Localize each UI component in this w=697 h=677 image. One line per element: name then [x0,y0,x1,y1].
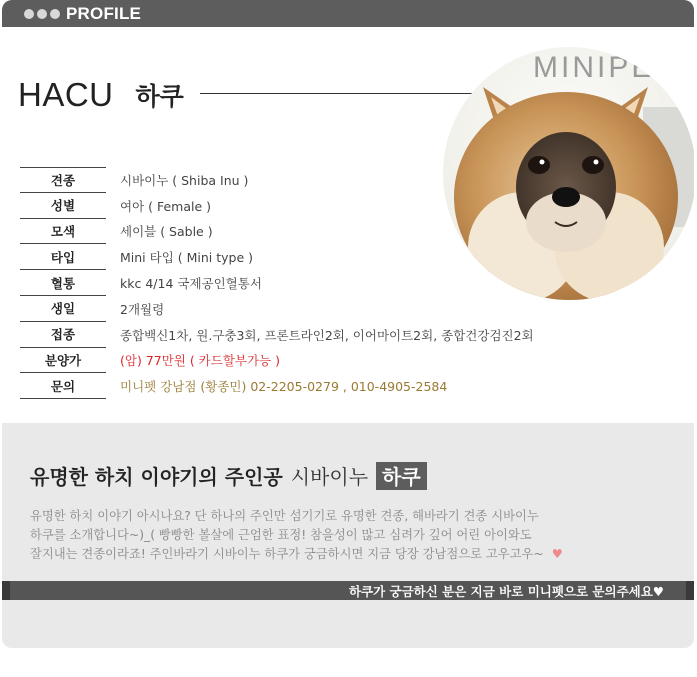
info-label: 생일 [20,296,106,322]
dot-icon [24,9,34,19]
profile-card [2,0,694,648]
info-value: Mini 타입 ( Mini type ) [120,250,254,266]
price-value: (암) 77만원 ( 카드할부가능 ) [120,353,280,369]
dog-name [18,76,184,114]
info-row-sex [20,193,620,219]
dot-icon [37,9,47,19]
info-row-vaccination [20,322,620,348]
story-line: 하쿠를 소개합니다~)_( 빵빵한 볼살에 근엄한 표정! 참을성이 많고 심려가 깊어 어린 아이와도 [30,528,532,542]
info-value: kkc 4/14 국제공인혈통서 [120,276,262,292]
info-row-pedigree [20,270,620,296]
info-value: 시바이누 ( Shiba Inu ) [120,172,249,188]
info-value: 2개월령 [120,301,165,317]
cta-strip-inner [10,581,686,600]
heart-icon: ♥ [551,547,563,561]
story-description [30,507,630,564]
info-row-price [20,348,620,374]
info-row-birth [20,296,620,322]
info-table [20,167,620,399]
info-row-coat [20,219,620,245]
story-line-text: 잘지내는 견종이라죠! 주인바라기 시바이누 하쿠가 궁금하시면 지금 당장 강남점으로 고우고우~ [30,547,544,561]
info-row-contact [20,373,620,399]
info-value: 종합백신1차, 원.구충3회, 프론트라인2회, 이어마이트2회, 종합건강검진2회 [120,327,534,343]
info-label: 모색 [20,219,106,245]
dog-name-korean: 하쿠 [135,82,184,111]
info-label: 타입 [20,244,106,270]
dot-icon [50,9,60,19]
info-label: 혈통 [20,270,106,296]
headline-bold: 유명한 하치 이야기의 주인공 [30,465,283,489]
info-value: 세이블 ( Sable ) [120,224,213,240]
contact-value: 미니펫 강남점 (황종민) 02-2205-0279 , 010-4905-2584 [120,379,448,395]
info-row-breed [20,167,620,193]
profile-header-bar [2,0,694,27]
svg-text:MINIPE: MINIPE [533,51,655,84]
info-value: 여아 ( Female ) [120,198,212,214]
cta-text: 하쿠가 궁금하신 분은 지금 바로 미니펫으로 문의주세요♥ [348,583,664,599]
headline-breed: 시바이누 [290,465,369,489]
cta-strip [2,581,694,600]
info-label: 접종 [20,322,106,348]
story-panel [2,423,694,648]
info-label: 성별 [20,193,106,219]
window-dots [24,9,60,19]
info-label: 문의 [20,373,106,399]
story-headline [30,461,427,490]
story-line: 유명한 하치 이야기 아시나요? 단 하나의 주인만 섬기기로 유명한 견종, 해바라기 견종 시바이누 [30,509,539,523]
header-title: PROFILE [66,3,142,23]
info-label: 견종 [20,167,106,193]
story-line [30,545,630,564]
name-divider [200,93,490,94]
info-label: 분양가 [20,348,106,374]
info-row-type [20,244,620,270]
headline-name-badge: 하쿠 [376,462,427,490]
dog-name-english: HACU [18,76,114,113]
